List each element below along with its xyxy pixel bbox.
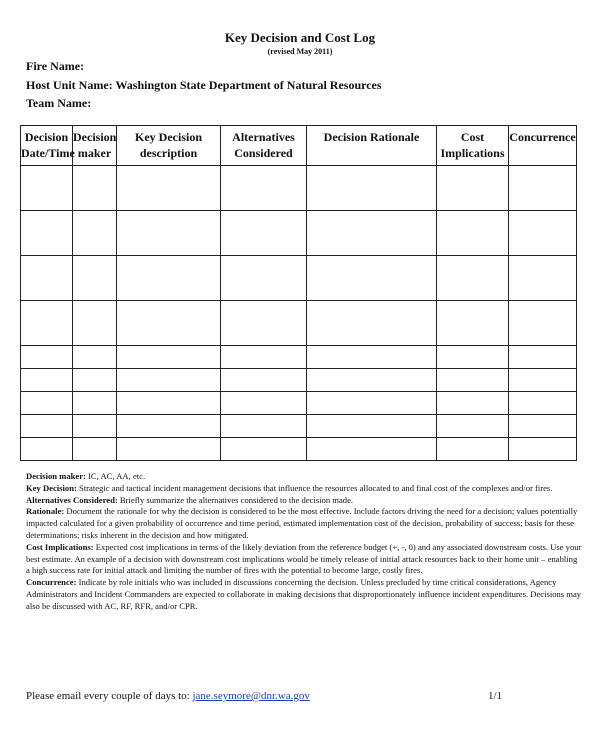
table-row bbox=[21, 392, 577, 415]
column-header-alternatives: Alternatives Considered bbox=[221, 126, 307, 166]
fire-name-label: Fire Name: bbox=[26, 59, 85, 73]
note-key-decision: Key Decision: Strategic and tactical incident management decisions that influence the resources allocated to and final cost of the complexes and/or fires. bbox=[26, 482, 553, 493]
page-number: 1/1 bbox=[488, 690, 503, 702]
email-link[interactable]: jane.seymore@dnr.wa.gov bbox=[192, 690, 310, 702]
decision-log-table bbox=[20, 125, 577, 461]
table-row bbox=[21, 415, 577, 438]
footer bbox=[26, 690, 310, 702]
table-row bbox=[21, 166, 577, 211]
footer-text: Please email every couple of days to: bbox=[26, 690, 193, 702]
host-unit-value: Washington State Department of Natural Resources bbox=[115, 78, 382, 92]
document-subtitle: (revised May 2011) bbox=[267, 47, 333, 56]
table-row bbox=[21, 438, 577, 461]
column-header-cost: Cost Implications bbox=[437, 126, 509, 166]
note-concurrence: Concurrence: Indicate by role initials who was included in discussions concerning the decision. Unless precluded by time critical considerations, Agency Administrators and Incident Commanders are expected to collaborate in making decisions that disproportionately influence incident expenditures. Decisions may also be discussed with AC, RF, RFR, and/or CPR. bbox=[26, 577, 582, 611]
table-row bbox=[21, 256, 577, 301]
note-decision-maker: Decision maker: IC, AC, AA, etc. bbox=[26, 471, 146, 481]
host-unit-field bbox=[26, 78, 382, 93]
column-header-concurrence: Concurrence bbox=[509, 126, 577, 166]
column-header-key-decision: Key Decision description bbox=[117, 126, 221, 166]
note-cost-implications: Cost Implications: Expected cost implications in terms of the likely deviation from the reference budget (+, -, 0) and any associated downstream costs. Use your best estimate. An example of a decision with downstream cost implications would be timely release of initial attack resources back to their home unit – enabling a high success rate for initial attack and limiting the number of fires with the potential to become large, costly fires. bbox=[26, 541, 582, 576]
table-row bbox=[21, 346, 577, 369]
team-name-label: Team Name: bbox=[26, 96, 92, 110]
table-row bbox=[21, 369, 577, 392]
column-header-rationale: Decision Rationale bbox=[307, 126, 437, 166]
table-row bbox=[21, 211, 577, 256]
fire-name-field bbox=[26, 59, 84, 74]
host-unit-label: Host Unit Name: bbox=[26, 78, 113, 92]
table-header-row bbox=[21, 126, 577, 166]
note-rationale: Rationale: Document the rationale for why the decision is considered to be the most effective. Include factors driving the need for a decision; values potentially impacted calculated for a given probability of occurrence and time period, estimated implementation cost of the decision, probability of success; basis for these determinations; risks inherent in the decision and how mitigated. bbox=[26, 506, 578, 540]
table-row bbox=[21, 301, 577, 346]
definitions-section bbox=[26, 471, 582, 613]
column-header-decision-date: Decision Date/Time bbox=[21, 126, 73, 166]
document-title: Key Decision and Cost Log bbox=[224, 30, 376, 45]
column-header-decision-maker: Decision maker bbox=[73, 126, 117, 166]
team-name-field bbox=[26, 96, 91, 111]
note-alternatives: Alternatives Considered: Briefly summarize the alternatives considered to the decision made. bbox=[26, 494, 354, 505]
